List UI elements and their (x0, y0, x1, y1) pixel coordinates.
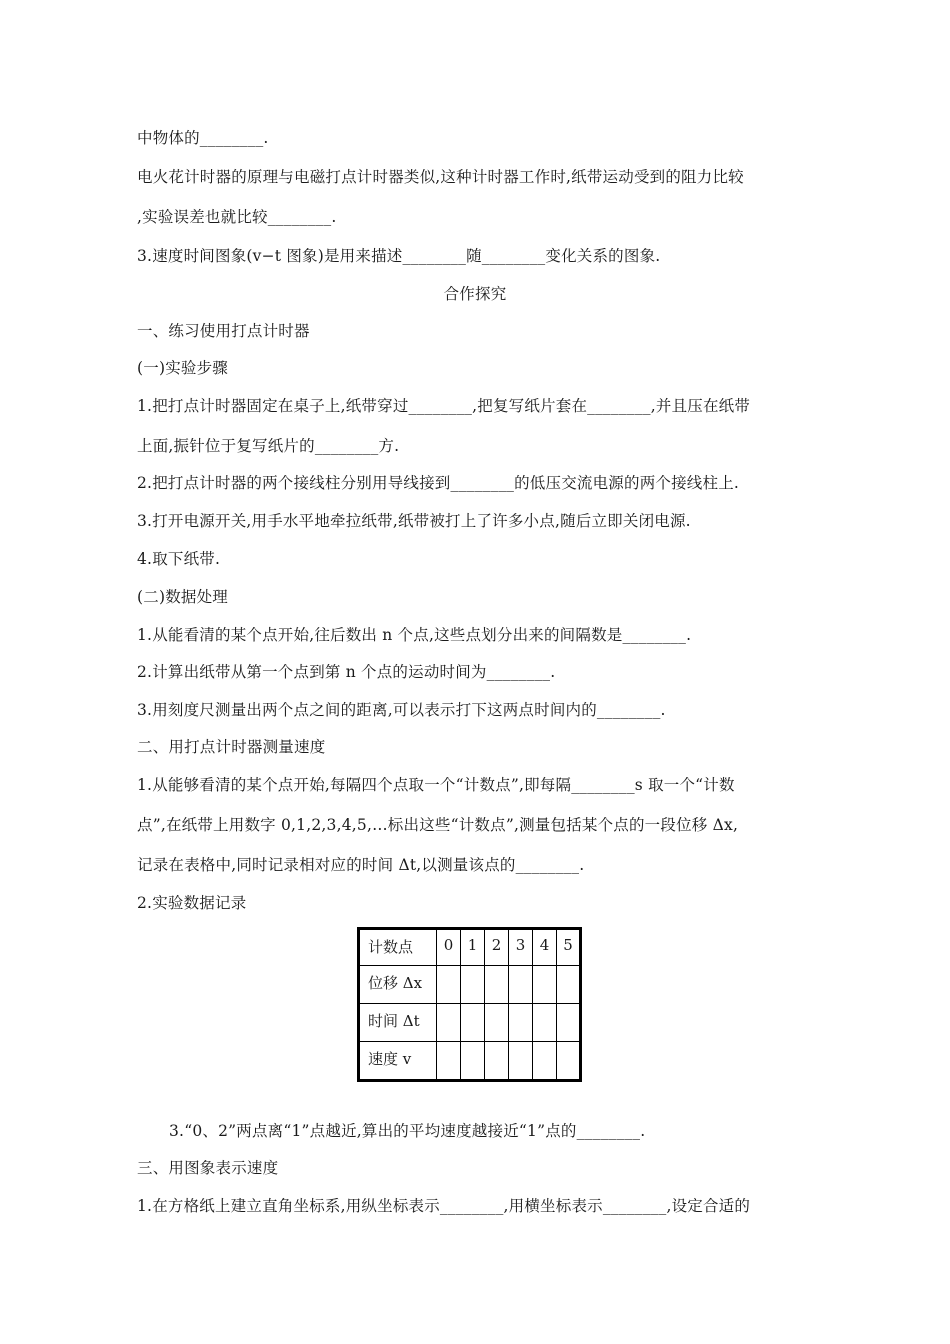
table-row (359, 966, 581, 1004)
table-cell (509, 1042, 533, 1081)
table-row-label: 速度 v (359, 1042, 437, 1081)
section-title: 二、用打点计时器测量速度 (137, 738, 326, 756)
table-cell (557, 966, 581, 1004)
text-line: 3.打开电源开关,用手水平地牵拉纸带,纸带被打上了许多小点,随后立即关闭电源. (137, 512, 691, 530)
table-row (359, 1042, 581, 1081)
table-cell (485, 1042, 509, 1081)
section-title: 一、练习使用打点计时器 (137, 322, 310, 340)
text-line: 3.用刻度尺测量出两个点之间的距离,可以表示打下这两点时间内的________. (137, 701, 666, 719)
text-line: 3.“0、2”两点离“1”点越近,算出的平均速度越接近“1”点的________. (169, 1122, 646, 1140)
text-line: 2.实验数据记录 (137, 894, 247, 912)
table-cell (437, 1042, 461, 1081)
table-row (359, 1004, 581, 1042)
table-cell (533, 1042, 557, 1081)
table-cell (461, 1004, 485, 1042)
table-cell (437, 966, 461, 1004)
table-cell (557, 1042, 581, 1081)
table-header-cell: 0 (437, 929, 461, 966)
table-cell (509, 966, 533, 1004)
table-header-cell: 5 (557, 929, 581, 966)
subsection-title: (二)数据处理 (137, 588, 228, 606)
text-line: 1.从能看清的某个点开始,往后数出 n 个点,这些点划分出来的间隔数是________. (137, 626, 692, 644)
table-cell (509, 1004, 533, 1042)
table-cell (533, 966, 557, 1004)
table-header-cell: 1 (461, 929, 485, 966)
table-header-cell: 计数点 (359, 929, 437, 966)
text-line: 点”,在纸带上用数字 0,1,2,3,4,5,…标出这些“计数点”,测量包括某个点的一段位移 Δx, (137, 816, 739, 834)
table-cell (485, 1004, 509, 1042)
text-line: 3.速度时间图象(v−t 图象)是用来描述________随________变化关系的图象. (137, 247, 661, 265)
text-line: 记录在表格中,同时记录相对应的时间 Δt,以测量该点的________. (137, 856, 585, 874)
table-cell (461, 1042, 485, 1081)
table-cell (557, 1004, 581, 1042)
table-header-cell: 2 (485, 929, 509, 966)
table-cell (485, 966, 509, 1004)
text-line: ,实验误差也就比较________. (137, 208, 337, 226)
subsection-title: (一)实验步骤 (137, 359, 228, 377)
text-line: 1.在方格纸上建立直角坐标系,用纵坐标表示________,用横坐标表示________,设定合适的 (137, 1197, 751, 1215)
text-line: 上面,振针位于复写纸片的________方. (137, 437, 400, 455)
text-line: 中物体的________. (137, 129, 269, 147)
table-cell (461, 966, 485, 1004)
text-line: 2.计算出纸带从第一个点到第 n 个点的运动时间为________. (137, 663, 556, 681)
data-record-table (357, 927, 582, 1082)
text-line: 1.把打点计时器固定在桌子上,纸带穿过________,把复写纸片套在________,并且压在纸带 (137, 397, 751, 415)
table-row-label: 时间 Δt (359, 1004, 437, 1042)
section-heading: 合作探究 (443, 285, 507, 303)
table-header-cell: 4 (533, 929, 557, 966)
table-cell (437, 1004, 461, 1042)
text-line: 电火花计时器的原理与电磁打点计时器类似,这种计时器工作时,纸带运动受到的阻力比较 (137, 168, 744, 186)
text-line: 1.从能够看清的某个点开始,每隔四个点取一个“计数点”,即每隔________s 取一个“计数 (137, 776, 735, 794)
section-title: 三、用图象表示速度 (137, 1159, 279, 1177)
text-line: 4.取下纸带. (137, 550, 221, 568)
table-row-label: 位移 Δx (359, 966, 437, 1004)
table-cell (533, 1004, 557, 1042)
table-header-row (359, 929, 581, 966)
text-line: 2.把打点计时器的两个接线柱分别用导线接到________的低压交流电源的两个接线柱上. (137, 474, 740, 492)
table-header-cell: 3 (509, 929, 533, 966)
